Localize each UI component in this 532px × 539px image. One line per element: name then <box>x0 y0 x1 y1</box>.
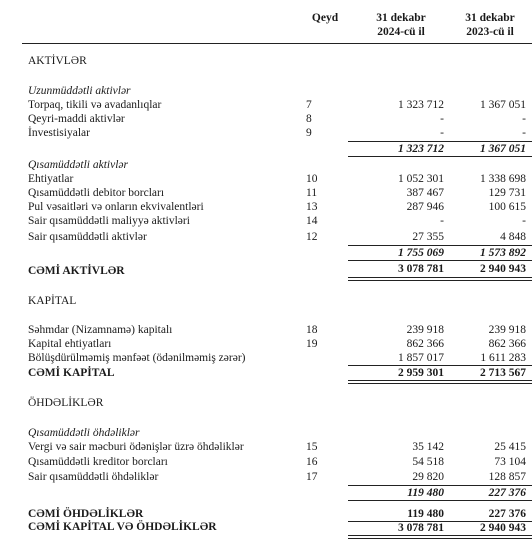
row-2023-tax-liab: 25 415 <box>494 441 526 453</box>
row-2024-other-liab: 29 820 <box>412 471 444 483</box>
row-note-other-fin: 14 <box>306 215 318 227</box>
row-label-ppe: Torpaq, tikili və avadanlıqlar <box>28 99 162 111</box>
row-note-other-liab: 17 <box>306 471 318 483</box>
row-2024-other-cur: 27 355 <box>412 231 444 243</box>
row-note-reserves: 19 <box>306 338 318 350</box>
row-label-payables: Qısamüddətli kreditor borcları <box>28 456 168 468</box>
row-2024-reserves: 862 366 <box>406 338 444 350</box>
row-label-receivables: Qısamüddətli debitor borcları <box>28 187 165 199</box>
row-2024-total-liab: 119 480 <box>407 508 444 520</box>
row-label-other-cur: Sair qısamüddətli aktivlər <box>28 231 147 243</box>
row-note-inventory: 10 <box>306 173 318 185</box>
subtotal-underline <box>348 260 532 261</box>
row-2024-cash: 287 946 <box>406 201 444 213</box>
row-note-intangible: 8 <box>306 113 312 125</box>
subtotal-underline <box>348 500 532 501</box>
row-label-tax-liab: Vergi və sair məcburi ödənişlər üzrə öhdəliklər <box>28 441 244 453</box>
section-liabilities: ÖHDƏLİKLƏR <box>28 397 104 409</box>
col-2023-header-line1: 31 dekabr <box>465 12 515 24</box>
row-2024-payables: 54 518 <box>412 456 444 468</box>
note-column-header: Qeyd <box>311 12 339 24</box>
row-label-other-liab: Sair qısamüddətli öhdəliklər <box>28 471 159 483</box>
row-note-ppe: 7 <box>306 99 312 111</box>
row-note-payables: 16 <box>306 456 318 468</box>
row-label-inventory: Ehtiyatlar <box>28 173 74 185</box>
total-double-rule <box>348 535 532 539</box>
subsection-current: Qısamüddətli aktivlər <box>28 159 128 171</box>
header-rule <box>22 43 532 44</box>
row-note-share-capital: 18 <box>306 324 318 336</box>
row-2024-investments: - <box>440 127 444 139</box>
section-capital: KAPİTAL <box>28 295 77 307</box>
row-2023-total-assets: 2 940 943 <box>480 263 526 275</box>
row-2023-total-liab: 227 376 <box>488 508 526 520</box>
row-label-investments: İnvestisiyalar <box>28 127 90 139</box>
row-note-cash: 13 <box>306 201 318 213</box>
row-2024-total-capital: 2 959 301 <box>398 367 444 379</box>
current-liab-total-2024: 119 480 <box>407 487 444 499</box>
current-total-2023: 1 573 892 <box>480 247 526 259</box>
row-2024-intangible: - <box>440 113 444 125</box>
subsection-noncurrent: Uzunmüddətli aktivlər <box>28 85 131 97</box>
row-2023-total-cap-liab: 2 940 943 <box>480 522 526 534</box>
row-note-other-cur: 12 <box>306 231 318 243</box>
section-assets: AKTİVLƏR <box>28 55 87 67</box>
row-2023-other-cur: 4 848 <box>500 231 526 243</box>
noncurrent-total-2023: 1 367 051 <box>480 143 526 155</box>
current-liab-total-2023: 227 376 <box>488 487 526 499</box>
row-2024-receivables: 387 467 <box>406 187 444 199</box>
row-label-intangible: Qeyri-maddi aktivlər <box>28 113 125 125</box>
row-2024-ppe: 1 323 712 <box>398 99 444 111</box>
row-label-total-assets: CƏMİ AKTİVLƏR <box>28 265 125 277</box>
total-double-rule <box>348 277 532 281</box>
row-2023-other-liab: 128 857 <box>488 471 526 483</box>
col-2024-header-line2: 2024-cü il <box>377 26 425 38</box>
row-2023-other-fin: - <box>522 215 526 227</box>
row-2023-total-capital: 2 713 567 <box>480 367 526 379</box>
row-2023-cash: 100 615 <box>488 201 526 213</box>
row-note-tax-liab: 15 <box>306 441 318 453</box>
subsection-current-liab: Qısamüddətli öhdəliklər <box>28 427 140 439</box>
row-note-receivables: 11 <box>306 187 318 199</box>
col-2023-header-line2: 2023-cü il <box>466 26 514 38</box>
subtotal-underline <box>348 156 532 157</box>
row-2023-payables: 73 104 <box>494 456 526 468</box>
row-label-total-liab: CƏMİ ÖHDƏLİKLƏR <box>28 508 144 520</box>
col-2024-header-line1: 31 dekabr <box>376 12 426 24</box>
row-label-retained: Bölüşdürülməmiş mənfəət (ödənilməmiş zərər) <box>28 352 246 364</box>
row-2023-share-capital: 239 918 <box>488 324 526 336</box>
row-2023-investments: - <box>522 127 526 139</box>
row-2024-inventory: 1 052 301 <box>398 173 444 185</box>
row-label-total-cap-liab: CƏMİ KAPİTAL VƏ ÖHDƏLİKLƏR <box>28 521 217 533</box>
row-2024-retained: 1 857 017 <box>398 352 444 364</box>
row-2023-ppe: 1 367 051 <box>480 99 526 111</box>
row-label-other-fin: Sair qısamüddətli maliyyə aktivləri <box>28 215 190 227</box>
row-label-reserves: Kapital ehtiyatları <box>28 338 112 350</box>
total-double-rule <box>348 380 532 384</box>
row-2023-intangible: - <box>522 113 526 125</box>
row-2023-reserves: 862 366 <box>488 338 526 350</box>
current-total-2024: 1 755 069 <box>398 247 444 259</box>
row-label-share-capital: Səhmdar (Nizamnamə) kapitalı <box>28 324 173 336</box>
row-2024-total-assets: 3 078 781 <box>398 263 444 275</box>
row-2024-total-cap-liab: 3 078 781 <box>398 522 444 534</box>
row-label-cash: Pul vəsaitləri və onların ekvivalentləri <box>28 201 204 213</box>
row-2023-receivables: 129 731 <box>488 187 526 199</box>
row-2024-tax-liab: 35 142 <box>412 441 444 453</box>
row-note-investments: 9 <box>306 127 312 139</box>
noncurrent-total-2024: 1 323 712 <box>398 143 444 155</box>
row-2023-inventory: 1 338 698 <box>480 173 526 185</box>
row-label-total-capital: CƏMİ KAPİTAL <box>28 367 115 379</box>
row-2024-other-fin: - <box>440 215 444 227</box>
row-2024-share-capital: 239 918 <box>406 324 444 336</box>
row-2023-retained: 1 611 283 <box>480 352 526 364</box>
